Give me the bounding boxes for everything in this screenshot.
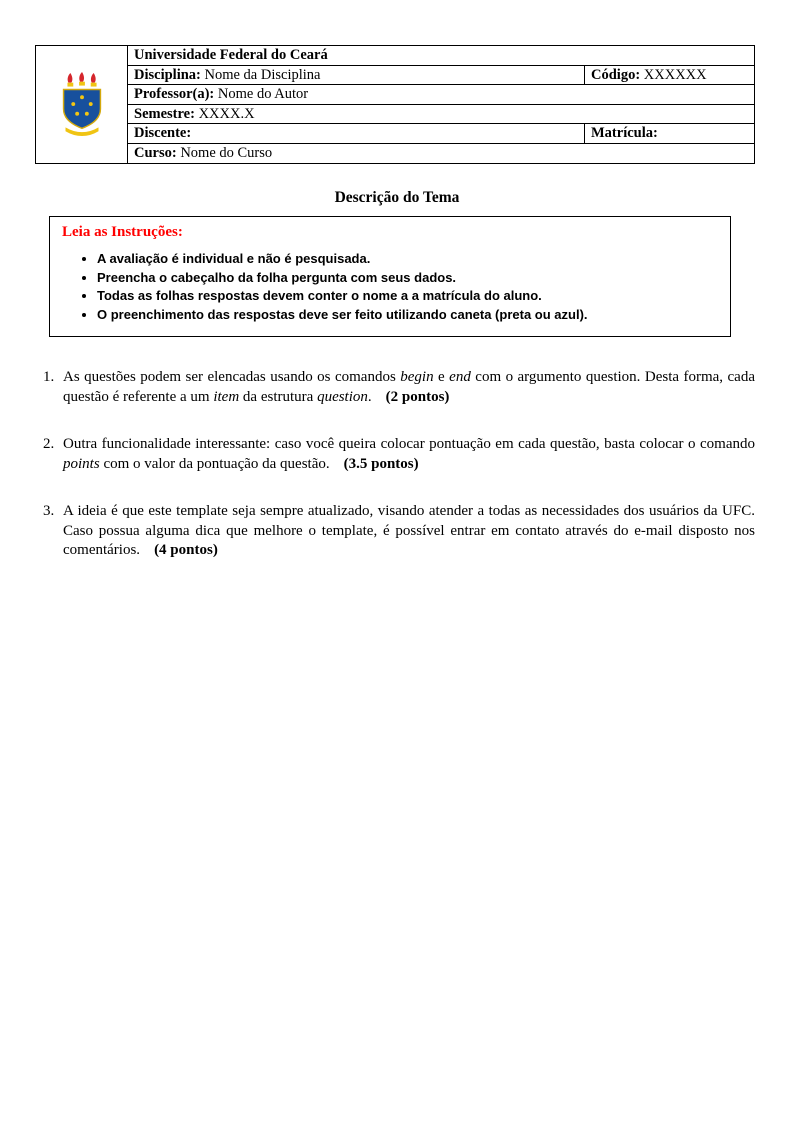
question-points: (3.5 pontos) [343,455,419,472]
header-row-semester [128,105,754,125]
question-text [63,435,755,474]
code-value: XXXXXX [643,66,707,83]
discipline-label: Disciplina: [134,66,201,83]
question-text-segment: end [449,369,471,385]
question-text [63,502,755,561]
discipline-cell [128,66,584,85]
page-title: Descrição do Tema [334,189,460,206]
code-cell [584,66,754,85]
question-text-segment: Outra funcionalidade interessante: caso você queira colocar pontuação em cada questão, basta colocar o comando [63,436,755,452]
question-points: (2 pontos) [385,388,450,405]
question-text-segment: da estrutura [239,388,318,405]
instruction-item: • A avaliação é individual e não é pesquisada. [97,250,718,269]
question-2 [43,435,755,474]
instruction-item: • Todas as folhas respostas devem conter o nome a a matrícula do aluno. [97,287,718,306]
instruction-item: • O preenchimento das respostas deve ser feito utilizando caneta (preta ou azul). [97,306,718,325]
code-label: Código: [591,66,641,83]
header-rows [128,46,754,163]
question-number: 2. [43,436,55,452]
header-row-student [128,124,754,144]
student-cell [128,124,584,143]
instructions-box [49,216,731,337]
question-number: 3. [43,503,55,519]
question-text-segment: e [433,369,450,385]
semester-value: XXXX.X [198,105,255,122]
question-text-segment: item [213,388,240,405]
instruction-item: • Preencha o cabeçalho da folha pergunta com seus dados. [97,269,718,288]
instructions-list [97,250,718,324]
question-text-segment: com o argumento question. Desta forma, cada questão é referente a um [63,369,755,405]
question-text-segment: As questões podem ser elencadas usando os comandos [63,369,401,385]
question-text-segment: A ideia é que este template seja sempre atualizado, visando atender a todas as necessidades dos usuários da UFC. Caso possua alguma dica que melhore o template, é possível entrar em contato através do e-mail disposto nos comentários. [63,503,755,558]
question-text-segment: question [317,388,368,405]
question-text-segment: com o valor da pontuação da questão. [99,455,330,472]
question-1 [43,368,755,407]
professor-label: Professor(a): [134,86,215,102]
question-3 [43,502,755,561]
ufc-coat-of-arms-icon [56,72,108,138]
question-text-segment: begin [400,369,434,385]
professor-value: Nome do Autor [217,86,309,102]
student-label: Discente: [134,125,192,141]
header-row-professor [128,85,754,105]
question-points: (4 pontos) [154,542,218,558]
question-text-segment: . [367,388,372,405]
registration-label: Matrícula: [591,125,658,141]
header-row-university [128,46,754,66]
instructions-title: Leia as Instruções: [62,224,183,240]
logo-cell [36,46,128,163]
course-label: Curso: [134,144,177,161]
university-name: Universidade Federal do Ceará [134,47,328,63]
header-row-discipline [128,66,754,86]
question-text-segment: points [63,455,100,472]
registration-cell [584,124,754,143]
semester-label: Semestre: [134,105,195,122]
questions-list [43,368,755,589]
discipline-value: Nome da Disciplina [204,66,321,83]
question-number: 1. [43,369,55,385]
course-value: Nome do Curso [180,144,273,161]
header-row-course [128,144,754,164]
question-text [63,368,755,407]
header-table [35,45,755,164]
